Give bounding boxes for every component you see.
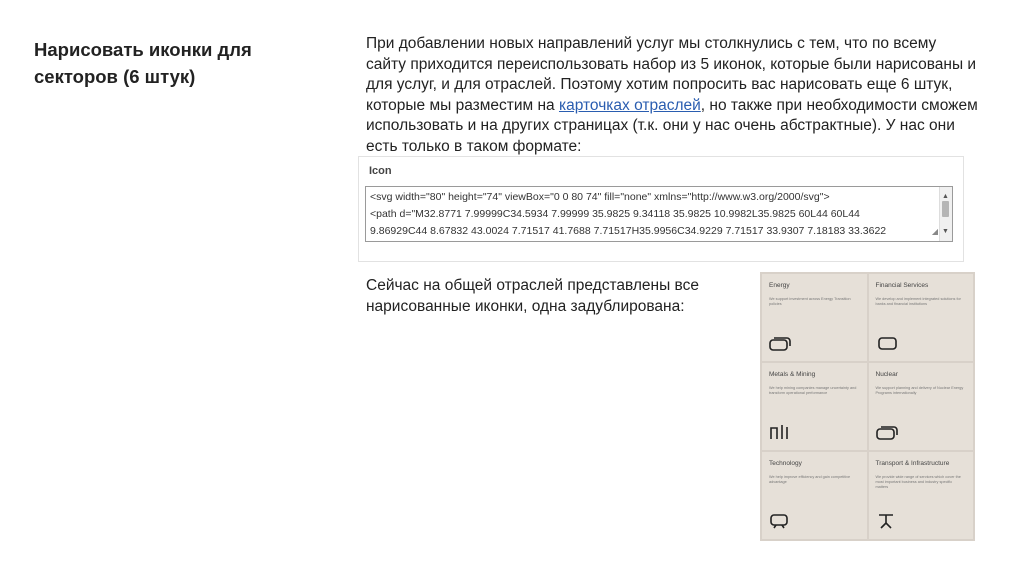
sector-card-title: Metals & Mining: [769, 371, 816, 378]
stacked-rect-icon: [876, 424, 898, 440]
code-line: 9.86929C44 8.67832 43.0024 7.71517 41.7688 7.71517H35.9956C34.9229 7.71517 33.9307 7.18183 33.3622: [370, 225, 887, 237]
sector-card-title: Technology: [769, 460, 802, 467]
description-text-start: При добавлении новых направлений услуг мы столкнулись с тем, что по всему сайту приходится переиспользовать набор из 5 иконок, которые были нарисованы и для услуг, и для отраслей. Поэтому хотим попросить вас нарисовать еще 6 штук, которые мы разместим на: [366, 35, 977, 114]
sector-card: [869, 363, 974, 450]
resize-handle-icon[interactable]: ◢: [931, 227, 938, 236]
scroll-up-arrow-icon[interactable]: ▲: [942, 193, 949, 200]
sector-card-desc: We develop and implement integrated solutions for banks and financial institutions: [875, 297, 961, 306]
sector-card-desc: We help mining companies manage uncertainty and transform operational performance: [769, 386, 857, 395]
page-title: Нарисовать иконки для секторов (6 штук): [34, 39, 252, 87]
textarea-scrollbar[interactable]: [939, 187, 952, 241]
rounded-rect-icon: [876, 335, 898, 351]
sector-card: [869, 452, 974, 539]
sector-card-desc: We support planning and delivery of Nuclear Energy Programs internationally: [875, 386, 964, 395]
stacked-rect-icon: [769, 335, 791, 351]
sector-card: [762, 363, 867, 450]
bars-icon: [769, 424, 791, 440]
icon-field-label: Icon: [369, 165, 392, 177]
icon-code-field: [358, 156, 964, 262]
tower-icon: [876, 513, 898, 529]
scrollbar-thumb[interactable]: [942, 201, 949, 217]
code-line: <path d="M32.8771 7.99999C34.5934 7.99999 35.9825 9.34118 35.9825 10.9982L35.9825 60L44 60L44: [370, 208, 860, 220]
code-line: <svg width="80" height="74" viewBox="0 0 80 74" fill="none" xmlns="http://www.w3.org/2000/svg">: [370, 191, 830, 203]
description-paragraph: [366, 34, 978, 157]
sector-card: [762, 274, 867, 361]
scroll-down-arrow-icon[interactable]: ▼: [942, 228, 949, 235]
note-paragraph: Сейчас на общей отраслей представлены все нарисованные иконки, одна задублирована:: [366, 277, 699, 315]
sector-cards-screenshot: [760, 272, 975, 541]
sector-card-desc: We support investment across Energy Transition policies: [769, 297, 851, 306]
sector-card-title: Transport & Infrastructure: [875, 460, 950, 467]
sector-card-title: Nuclear: [875, 371, 898, 378]
monitor-icon: [769, 513, 791, 529]
sector-card: [762, 452, 867, 539]
description-text-end: , но также при необходимости сможем использовать и на других страницах (т.к. они у нас очень абстрактные). У нас они есть только в таком формате:: [366, 96, 978, 155]
sector-card-title: Energy: [769, 282, 790, 289]
sector-card-desc: We help improve efficiency and gain competitive advantage: [769, 475, 851, 484]
industry-cards-link[interactable]: карточках отраслей: [558, 96, 701, 114]
icon-code-textarea[interactable]: [365, 186, 953, 242]
sector-card-title: Financial Services: [875, 282, 929, 289]
sector-card: [869, 274, 974, 361]
sector-card-desc: We provide wide range of services which cover the most important business and industry specific matters: [875, 475, 961, 489]
